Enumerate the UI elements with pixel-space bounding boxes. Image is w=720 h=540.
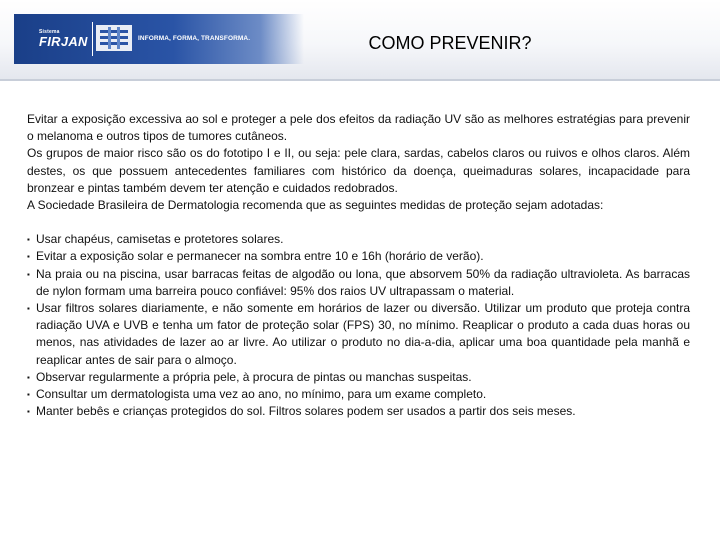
header-divider: [0, 79, 720, 81]
bullet-icon: ▪: [27, 390, 30, 400]
main-content: [27, 111, 690, 420]
list-item: [27, 403, 690, 420]
spacer: [27, 214, 690, 231]
list-item: [27, 369, 690, 386]
prevention-list: [27, 231, 690, 420]
list-item: [27, 300, 690, 369]
list-item-text: Evitar a exposição solar e permanecer na sombra entre 10 e 16h (horário de verão).: [36, 249, 484, 264]
list-item-text: Usar chapéus, camisetas e protetores solares.: [36, 232, 284, 247]
list-item-text: Manter bebês e crianças protegidos do sol. Filtros solares podem ser usados a partir dos seis meses.: [36, 404, 576, 419]
list-item: [27, 386, 690, 403]
paragraph-intro: Evitar a exposição excessiva ao sol e proteger a pele dos efeitos da radiação UV são as melhores estratégias para prevenir o melanoma e outros tipos de tumores cutâneos.: [27, 112, 690, 144]
bullet-icon: ▪: [27, 252, 30, 262]
list-item: [27, 266, 690, 300]
list-item-text: Observar regularmente a própria pele, à procura de pintas ou manchas suspeitas.: [36, 369, 472, 384]
bullet-icon: ▪: [27, 269, 30, 279]
list-item-text: Usar filtros solares diariamente, e não somente em horários de lazer ou diversão. Utilizar um produto que proteja contra radiação UVA e UVB e tenha um fator de proteção solar (FPS) 30, no mínimo. Reaplicar o produto a cada duas horas ou menos, nas atividades de lazer ao ar livre. Ao utilizar o produto no dia-a-dia, aplicar uma boa quantidade pela manhã e reaplicar antes de sair para o almoço.: [36, 301, 690, 367]
logo-divider: [92, 22, 93, 56]
bullet-icon: ▪: [27, 407, 30, 417]
list-item-text: Na praia ou na piscina, usar barracas feitas de algodão ou lona, que absorvem 50% da radiação ultravioleta. As barracas de nylon formam uma barreira pouco confiável: 95% dos raios UV ultrapassam o material.: [36, 266, 690, 298]
bullet-icon: ▪: [27, 235, 30, 245]
bullet-icon: ▪: [27, 304, 30, 314]
logo-small-text: Sistema: [39, 29, 60, 35]
bullet-icon: ▪: [27, 372, 30, 382]
logo-main-text: FIRJAN: [39, 34, 88, 49]
logo-tagline: INFORMA, FORMA, TRANSFORMA.: [138, 35, 251, 42]
emblem-icon: [96, 25, 132, 51]
list-item-text: Consultar um dermatologista uma vez ao ano, no mínimo, para um exame completo.: [36, 387, 487, 402]
page-title: COMO PREVENIR?: [368, 33, 532, 53]
firjan-logo: [14, 14, 304, 64]
paragraph-risk-groups: Os grupos de maior risco são os do fototipo I e II, ou seja: pele clara, sardas, cabelos claros ou ruivos e olhos claros. Além destes, os que possuem antecedentes familiares com histórico da doença, queimaduras solares, incapacidade para bronzear e pintas também devem ter atenção e cuidados redobrados.: [27, 146, 690, 195]
paragraph-recommendation: A Sociedade Brasileira de Dermatologia recomenda que as seguintes medidas de proteção sejam adotadas:: [27, 198, 604, 213]
list-item: [27, 248, 690, 265]
header: [0, 0, 720, 80]
list-item: [27, 231, 690, 248]
